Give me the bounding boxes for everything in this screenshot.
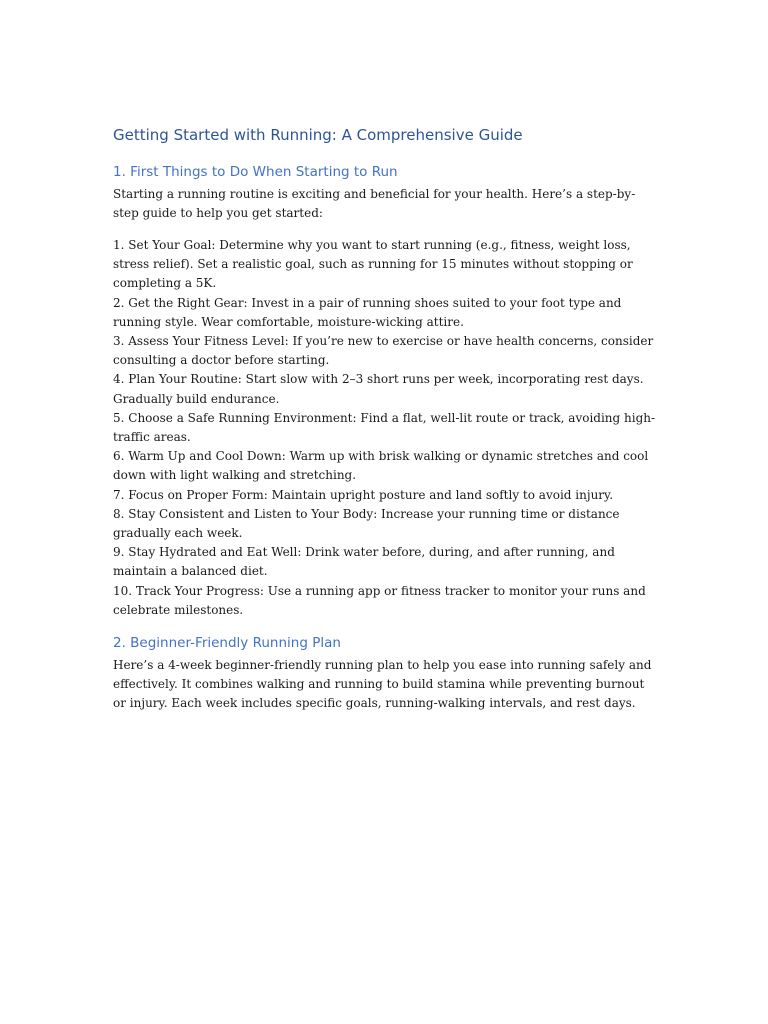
list-item: 1. Set Your Goal: Determine why you want to start running (e.g., fitness, weight loss, stress relief). Set a realistic goal, such as running for 15 minutes without stopping or completing a 5K. [113, 237, 633, 291]
list-item: 10. Track Your Progress: Use a running app or fitness tracker to monitor your runs and celebrate milestones. [113, 583, 646, 617]
list-item: 7. Focus on Proper Form: Maintain upright posture and land softly to avoid injury. [113, 487, 614, 502]
list-item: 8. Stay Consistent and Listen to Your Body: Increase your running time or distance gradually each week. [113, 506, 620, 540]
document-title: Getting Started with Running: A Comprehensive Guide [113, 126, 523, 144]
section-heading: 1. First Things to Do When Starting to Run [113, 164, 398, 180]
list-item: 6. Warm Up and Cool Down: Warm up with brisk walking or dynamic stretches and cool down with light walking and stretching. [113, 449, 649, 483]
section-first-things [113, 162, 658, 620]
list-item: 4. Plan Your Routine: Start slow with 2–3 short runs per week, incorporating rest days. Gradually build endurance. [113, 372, 644, 406]
section-heading: 2. Beginner-Friendly Running Plan [113, 635, 341, 651]
section-intro: Starting a running routine is exciting and beneficial for your health. Here’s a step-by-step guide to help you get started: [113, 187, 636, 221]
steps-list [113, 236, 658, 620]
section-intro: Here’s a 4-week beginner-friendly running plan to help you ease into running safely and effectively. It combines walking and running to build stamina while preventing burnout or injury. Each week includes specific goals, running-walking intervals, and rest days. [113, 658, 652, 711]
section-running-plan [113, 633, 658, 714]
list-item: 3. Assess Your Fitness Level: If you’re new to exercise or have health concerns, consider consulting a doctor before starting. [113, 333, 654, 368]
list-item: 9. Stay Hydrated and Eat Well: Drink water before, during, and after running, and maintain a balanced diet. [113, 545, 615, 579]
list-item: 2. Get the Right Gear: Invest in a pair of running shoes suited to your foot type and running style. Wear comfortable, moisture-wicking attire. [113, 295, 622, 329]
list-item: 5. Choose a Safe Running Environment: Find a flat, well-lit route or track, avoiding high-traffic areas. [113, 410, 656, 444]
